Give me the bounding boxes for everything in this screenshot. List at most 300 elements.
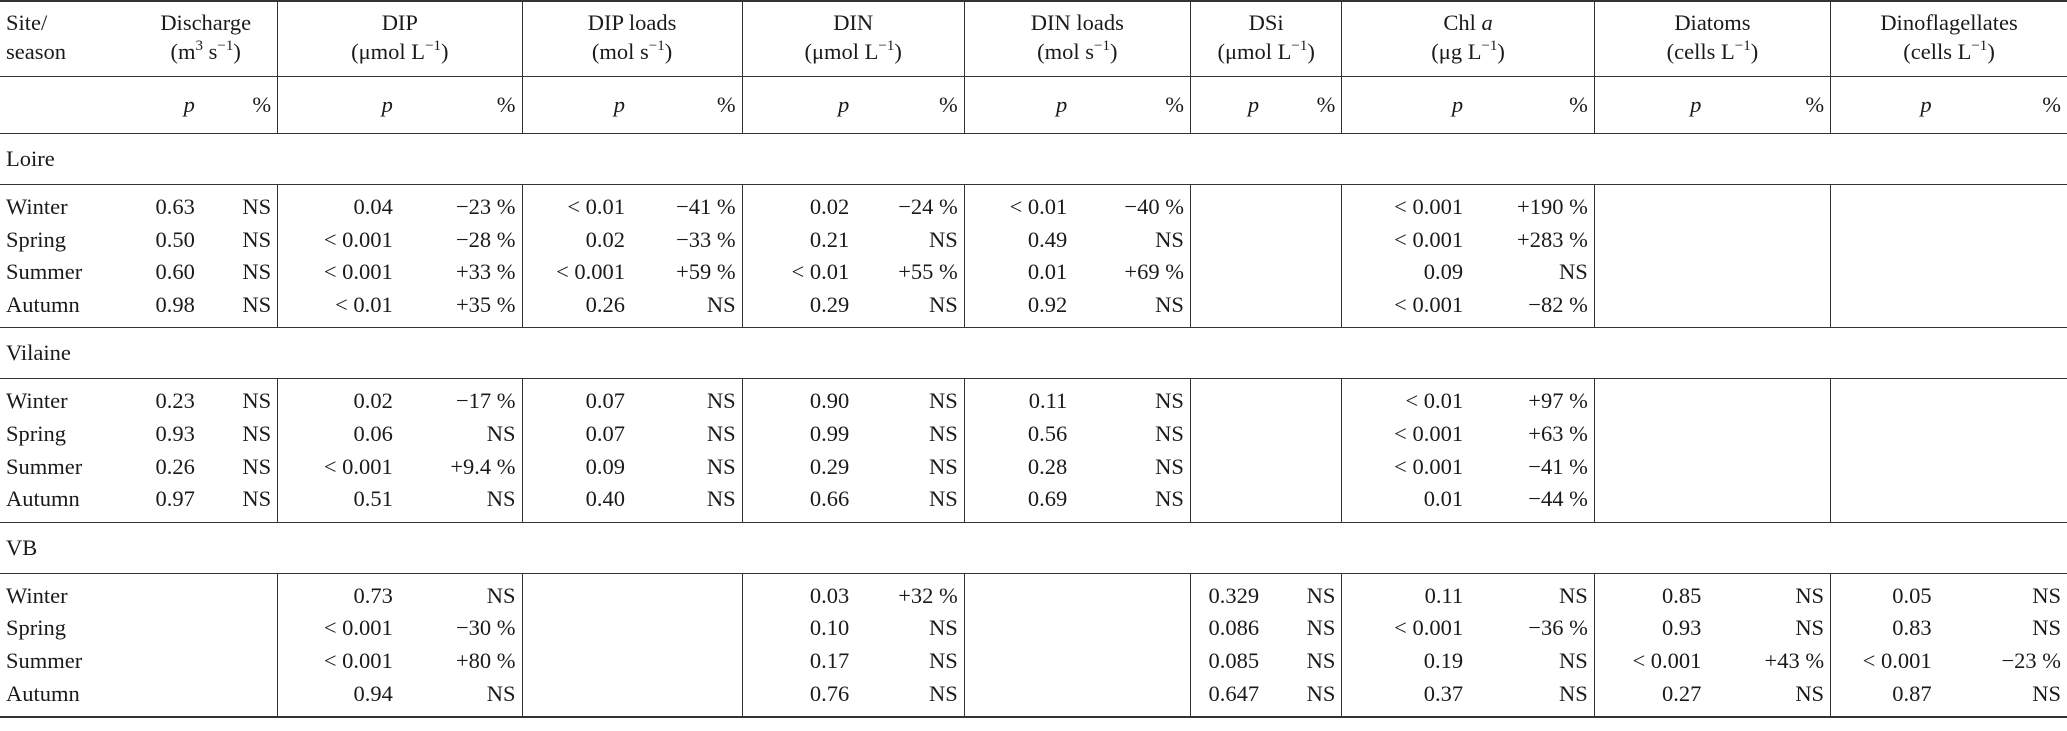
percent-change-cell: +97 % — [1528, 388, 1588, 414]
percent-change-cell — [1938, 256, 2067, 289]
p-value-cell: < 0.001 — [522, 256, 631, 289]
percent-change-cell — [201, 645, 278, 678]
p-value-cell: 0.085 — [1190, 645, 1265, 678]
p-value-cell: < 0.001 — [278, 256, 399, 289]
p-value-cell: 0.73 — [278, 573, 399, 612]
percent-change-header: % — [201, 77, 278, 134]
data-row — [0, 678, 2067, 718]
percent-change-header: % — [1073, 77, 1190, 134]
season-label: Summer — [6, 453, 83, 479]
column-header — [742, 1, 964, 77]
p-value-header: p — [1594, 77, 1707, 134]
p-value-cell — [1190, 379, 1265, 418]
p-value-cell: 0.02 — [278, 379, 399, 418]
site-season-header — [0, 1, 134, 77]
percent-change-cell — [1707, 289, 1830, 328]
percent-change-cell — [201, 612, 278, 645]
percent-change-cell: +43 % — [1764, 647, 1825, 673]
p-value-cell — [1831, 379, 1938, 418]
p-value-cell: < 0.001 — [1342, 224, 1469, 257]
percent-change-cell: NS — [1795, 582, 1825, 608]
p-value-cell: 0.40 — [522, 483, 631, 522]
p-value-cell: < 0.01 — [1342, 379, 1469, 418]
percent-change-cell: NS — [1469, 678, 1594, 718]
percent-change-cell — [1938, 289, 2067, 328]
group-label: Vilaine — [0, 328, 2067, 379]
percent-change-cell: NS — [706, 291, 736, 317]
season-label: Winter — [6, 582, 68, 608]
data-row — [0, 451, 2067, 484]
p-value-cell: 0.05 — [1831, 573, 1938, 612]
p-value-cell: 0.23 — [155, 388, 195, 414]
p-value-cell: 0.17 — [742, 645, 855, 678]
percent-change-cell: NS — [928, 453, 958, 479]
column-header — [522, 1, 742, 77]
data-row — [0, 379, 2067, 418]
percent-change-cell: +59 % — [676, 259, 736, 285]
p-value-header: p — [1190, 77, 1265, 134]
p-value-cell: < 0.001 — [1342, 451, 1469, 484]
percent-change-cell: NS — [1155, 388, 1184, 414]
p-value-cell — [1190, 224, 1265, 257]
p-value-cell — [1594, 379, 1707, 418]
season-label: Winter — [6, 388, 68, 414]
percent-change-cell: NS — [1795, 615, 1825, 641]
p-value-cell: 0.63 — [155, 194, 195, 219]
p-value-cell: 0.02 — [522, 224, 631, 257]
column-name: Discharge — [160, 10, 252, 35]
percent-change-cell: NS — [1559, 259, 1588, 285]
percent-change-cell: NS — [242, 388, 272, 414]
p-value-cell: 0.37 — [1342, 678, 1469, 718]
p-value-cell: 0.85 — [1594, 573, 1707, 612]
percent-change-cell — [1707, 256, 1830, 289]
p-value-cell — [1594, 224, 1707, 257]
percent-change-cell: −28 % — [455, 226, 516, 252]
p-value-cell — [1831, 185, 1938, 224]
column-unit: (mol $s^{-1}$) — [1037, 37, 1118, 64]
data-row — [0, 185, 2067, 224]
p-value-cell: 0.19 — [1342, 645, 1469, 678]
p-value-cell: 0.329 — [1190, 573, 1265, 612]
p-value-cell — [1594, 289, 1707, 328]
p-value-cell: 0.086 — [1190, 612, 1265, 645]
season-label: Spring — [6, 226, 67, 252]
percent-change-cell: NS — [486, 582, 516, 608]
p-value-cell: < 0.01 — [742, 256, 855, 289]
p-value-header: p — [1831, 77, 1938, 134]
percent-change-cell: NS — [706, 486, 736, 512]
season-label: Spring — [6, 420, 67, 446]
percent-change-cell — [1938, 418, 2067, 451]
p-value-cell: 0.76 — [742, 678, 855, 718]
p-value-cell — [1594, 483, 1707, 522]
season-label: Autumn — [0, 678, 134, 718]
p-value-cell — [1190, 483, 1265, 522]
column-unit: (cells $L^{-1}$) — [1666, 37, 1759, 64]
p-value-cell: 0.50 — [155, 226, 195, 252]
percent-change-cell — [631, 573, 742, 612]
percent-change-cell — [1707, 483, 1830, 522]
percent-change-cell — [1938, 483, 2067, 522]
percent-change-cell: NS — [1155, 291, 1184, 317]
p-value-header: p — [742, 77, 855, 134]
p-value-cell: 0.647 — [1190, 678, 1265, 718]
percent-change-header: % — [1707, 77, 1830, 134]
p-value-cell: 0.06 — [278, 418, 399, 451]
p-value-cell: 0.92 — [964, 289, 1073, 328]
data-row — [0, 418, 2067, 451]
column-unit: (μmol $L^{-1}$) — [1217, 37, 1315, 64]
percent-change-cell: NS — [242, 259, 272, 285]
percent-change-cell — [1265, 224, 1342, 257]
percent-change-header: % — [1265, 77, 1342, 134]
unit-exponent: −1 — [1734, 37, 1751, 54]
p-value-cell — [1190, 289, 1265, 328]
p-value-cell: 0.90 — [742, 379, 855, 418]
percent-change-header: % — [1938, 77, 2067, 134]
p-value-cell — [1190, 185, 1265, 224]
p-value-cell: 0.01 — [1342, 483, 1469, 522]
percent-change-cell: −36 % — [1528, 615, 1588, 641]
p-value-cell: 0.07 — [522, 418, 631, 451]
percent-change-cell: −44 % — [1528, 486, 1588, 512]
data-row — [0, 573, 2067, 612]
percent-change-cell: NS — [928, 420, 958, 446]
percent-change-cell: −23 % — [2001, 647, 2061, 673]
percent-change-cell — [1073, 612, 1190, 645]
unit-exponent: −1 — [425, 37, 442, 54]
p-value-cell — [964, 678, 1073, 718]
percent-change-cell: NS — [486, 420, 516, 446]
percent-change-cell: NS — [706, 420, 736, 446]
data-row — [0, 289, 2067, 328]
subheader-blank — [0, 77, 134, 134]
column-header — [1190, 1, 1341, 77]
p-value-cell: 0.94 — [278, 678, 399, 718]
column-name: Chl — [1443, 10, 1482, 35]
data-row — [0, 483, 2067, 522]
p-value-cell: 0.93 — [155, 420, 195, 446]
p-value-cell — [964, 612, 1073, 645]
percent-change-cell: NS — [855, 678, 964, 718]
p-value-cell: 0.29 — [742, 289, 855, 328]
p-value-cell — [134, 612, 201, 645]
p-value-cell: 0.60 — [155, 259, 195, 285]
unit-exponent: −1 — [648, 37, 665, 54]
percent-change-cell: −17 % — [455, 388, 516, 414]
p-value-cell: 0.26 — [522, 289, 631, 328]
unit-exponent: −1 — [1094, 37, 1111, 54]
p-value-cell: 0.07 — [522, 379, 631, 418]
unit-exponent: −1 — [217, 37, 234, 54]
unit-exponent: 3 — [195, 37, 204, 54]
p-value-cell — [1190, 256, 1265, 289]
percent-change-cell: NS — [1155, 486, 1184, 512]
group-row — [0, 134, 2067, 185]
column-header — [134, 1, 277, 77]
percent-change-cell: NS — [1306, 582, 1336, 608]
percent-change-cell: NS — [242, 453, 272, 479]
column-unit: ($m^3$ $s^{-1}$) — [170, 37, 241, 64]
percent-change-cell: NS — [242, 194, 272, 219]
column-unit: (cells $L^{-1}$) — [1903, 37, 1995, 64]
column-header — [1342, 1, 1594, 77]
p-value-header: p — [134, 77, 201, 134]
p-value-cell: < 0.001 — [278, 612, 399, 645]
p-value-cell — [134, 645, 201, 678]
percent-change-cell — [1707, 418, 1830, 451]
percent-change-cell: +32 % — [898, 582, 958, 608]
percent-change-cell — [1938, 451, 2067, 484]
unit-exponent: −1 — [878, 37, 895, 54]
p-value-cell — [1831, 451, 1938, 484]
p-value-cell — [134, 573, 201, 612]
percent-change-cell: +283 % — [1517, 226, 1588, 252]
column-header — [964, 1, 1190, 77]
unit-exponent: −1 — [1481, 37, 1498, 54]
percent-change-cell — [1707, 451, 1830, 484]
percent-change-cell — [1938, 185, 2067, 224]
p-value-cell: < 0.001 — [1594, 645, 1707, 678]
p-value-cell: 0.51 — [278, 483, 399, 522]
column-name: DIN loads — [1030, 10, 1124, 35]
p-value-cell: 0.28 — [964, 451, 1073, 484]
p-value-header: p — [964, 77, 1073, 134]
p-value-cell — [134, 678, 201, 718]
p-value-cell: 0.99 — [742, 418, 855, 451]
column-name: Dinoflagellates — [1880, 10, 2018, 35]
percent-change-cell — [1265, 483, 1342, 522]
percent-change-cell: NS — [242, 226, 272, 252]
p-value-cell: 0.03 — [742, 573, 855, 612]
percent-change-cell — [1265, 256, 1342, 289]
p-value-cell — [1594, 256, 1707, 289]
p-value-cell: 0.11 — [964, 379, 1073, 418]
p-value-cell: < 0.01 — [522, 185, 631, 224]
p-value-cell: 0.09 — [1342, 256, 1469, 289]
percent-change-cell — [1073, 573, 1190, 612]
percent-change-cell: NS — [1707, 678, 1830, 718]
p-value-header: p — [522, 77, 631, 134]
percent-change-cell — [631, 645, 742, 678]
percent-change-cell: NS — [1938, 678, 2067, 718]
data-row — [0, 645, 2067, 678]
season-label: Winter — [6, 194, 68, 219]
group-row — [0, 328, 2067, 379]
percent-change-cell: NS — [242, 420, 272, 446]
percent-change-cell: NS — [1155, 453, 1184, 479]
p-value-cell — [1594, 185, 1707, 224]
group-row — [0, 522, 2067, 573]
group-label: VB — [0, 522, 2067, 573]
column-unit: (μg $L^{-1}$) — [1431, 37, 1505, 64]
p-value-cell: < 0.001 — [278, 451, 399, 484]
percent-change-cell: NS — [706, 453, 736, 479]
season-label: Autumn — [6, 486, 80, 512]
column-name: Diatoms — [1674, 10, 1751, 35]
p-value-cell — [1190, 451, 1265, 484]
p-value-cell — [1594, 451, 1707, 484]
p-value-cell: 0.93 — [1594, 612, 1707, 645]
column-unit: (μmol $L^{-1}$) — [804, 37, 902, 64]
p-value-cell: 0.01 — [964, 256, 1073, 289]
p-value-cell — [522, 645, 631, 678]
column-name: DIP loads — [587, 10, 677, 35]
percent-change-cell: NS — [706, 388, 736, 414]
percent-change-cell: NS — [928, 615, 958, 641]
column-name-italic: a — [1481, 10, 1493, 35]
percent-change-header: % — [855, 77, 964, 134]
percent-change-cell — [1073, 645, 1190, 678]
percent-change-cell — [1707, 224, 1830, 257]
percent-change-cell: NS — [1155, 420, 1184, 446]
p-value-cell: < 0.001 — [1342, 612, 1469, 645]
percent-change-cell: +63 % — [1528, 420, 1588, 446]
percent-change-cell — [201, 678, 278, 718]
percent-change-cell: NS — [1559, 582, 1588, 608]
p-value-cell: 0.04 — [278, 185, 399, 224]
percent-change-cell — [1265, 379, 1342, 418]
season-label: Summer — [6, 259, 83, 285]
p-value-cell — [1831, 224, 1938, 257]
percent-change-cell: −41 % — [1528, 453, 1588, 479]
unit-exponent: −1 — [1291, 37, 1308, 54]
percent-change-cell: NS — [928, 388, 958, 414]
data-row — [0, 612, 2067, 645]
unit-exponent: −1 — [1971, 37, 1988, 54]
percent-change-cell: NS — [2032, 615, 2061, 641]
subheader-row — [0, 77, 2067, 134]
percent-change-cell: −40 % — [1124, 194, 1184, 219]
p-value-cell: < 0.001 — [278, 224, 399, 257]
p-value-cell: 0.02 — [742, 185, 855, 224]
percent-change-cell: NS — [928, 486, 958, 512]
percent-change-header: % — [631, 77, 742, 134]
p-value-cell: 0.29 — [742, 451, 855, 484]
percent-change-cell — [1265, 289, 1342, 328]
site-label: Site/ — [6, 10, 48, 35]
percent-change-cell: +80 % — [455, 647, 516, 673]
p-value-cell: < 0.001 — [1342, 289, 1469, 328]
percent-change-cell: +69 % — [1124, 259, 1184, 285]
p-value-cell — [522, 573, 631, 612]
percent-change-cell: NS — [399, 678, 522, 718]
percent-change-cell — [201, 573, 278, 612]
season-label: season — [6, 39, 66, 64]
percent-change-cell: −30 % — [455, 615, 516, 641]
p-value-cell: 0.11 — [1342, 573, 1469, 612]
column-header — [1831, 1, 2067, 77]
p-value-cell: 0.66 — [742, 483, 855, 522]
season-label: Spring — [6, 615, 67, 641]
data-row — [0, 256, 2067, 289]
p-value-cell — [1831, 418, 1938, 451]
column-unit: (mol $s^{-1}$) — [591, 37, 673, 64]
column-unit: (μmol $L^{-1}$) — [351, 37, 449, 64]
p-value-cell: 0.26 — [155, 453, 195, 479]
percent-change-cell — [1938, 224, 2067, 257]
p-value-cell: 0.83 — [1831, 612, 1938, 645]
p-value-header: p — [1342, 77, 1469, 134]
p-value-cell: 0.09 — [522, 451, 631, 484]
percent-change-cell: +55 % — [898, 259, 958, 285]
p-value-cell: < 0.001 — [1831, 645, 1938, 678]
column-name: DIP — [381, 10, 418, 35]
percent-change-header: % — [399, 77, 522, 134]
group-label: Loire — [0, 134, 2067, 185]
percent-change-cell: −23 % — [455, 194, 516, 219]
percent-change-cell: −82 % — [1528, 291, 1588, 317]
percent-change-cell: NS — [928, 226, 958, 252]
percent-change-cell: NS — [242, 291, 272, 317]
season-label: Summer — [6, 647, 83, 673]
percent-change-cell: NS — [486, 486, 516, 512]
p-value-cell: 0.21 — [742, 224, 855, 257]
season-label: Autumn — [6, 291, 80, 317]
percent-change-cell — [1265, 185, 1342, 224]
percent-change-cell — [1938, 379, 2067, 418]
percent-change-cell: NS — [242, 486, 272, 512]
percent-change-cell — [1073, 678, 1190, 718]
p-value-cell: < 0.01 — [964, 185, 1073, 224]
p-value-header: p — [278, 77, 399, 134]
p-value-cell: 0.49 — [964, 224, 1073, 257]
p-value-cell — [1831, 256, 1938, 289]
percent-change-cell: −41 % — [676, 194, 736, 219]
p-value-cell: < 0.01 — [278, 289, 399, 328]
percent-change-cell: NS — [2032, 582, 2061, 608]
p-value-cell — [522, 612, 631, 645]
data-row — [0, 224, 2067, 257]
percent-change-cell: NS — [928, 291, 958, 317]
p-value-cell: 0.69 — [964, 483, 1073, 522]
percent-change-cell — [1707, 379, 1830, 418]
percent-change-cell: NS — [928, 647, 958, 673]
percent-change-cell: +190 % — [1517, 194, 1588, 219]
percent-change-cell: NS — [1306, 615, 1336, 641]
p-value-cell — [1594, 418, 1707, 451]
p-value-cell: < 0.001 — [1342, 185, 1469, 224]
percent-change-cell: NS — [1155, 226, 1184, 252]
p-value-cell — [1190, 418, 1265, 451]
percent-change-cell: NS — [1559, 647, 1588, 673]
percent-change-cell — [1707, 185, 1830, 224]
percent-change-cell: +9.4 % — [450, 453, 516, 479]
p-value-cell: < 0.001 — [278, 645, 399, 678]
header-row — [0, 1, 2067, 77]
column-header — [1594, 1, 1830, 77]
p-value-cell — [964, 573, 1073, 612]
column-name: DSi — [1248, 10, 1284, 35]
p-value-cell: 0.56 — [964, 418, 1073, 451]
percent-change-cell: +35 % — [455, 291, 516, 317]
p-value-cell — [1831, 483, 1938, 522]
p-value-cell: 0.97 — [155, 486, 195, 512]
percent-change-header: % — [1469, 77, 1594, 134]
percent-change-cell: −24 % — [898, 194, 958, 219]
p-value-cell: < 0.001 — [1342, 418, 1469, 451]
percent-change-cell — [1265, 418, 1342, 451]
percent-change-cell: NS — [1265, 678, 1342, 718]
column-name: DIN — [833, 10, 874, 35]
percent-change-cell — [1265, 451, 1342, 484]
percent-change-cell — [631, 678, 742, 718]
percent-change-cell: NS — [1306, 647, 1336, 673]
p-value-cell — [522, 678, 631, 718]
column-header — [278, 1, 522, 77]
percent-change-cell: −33 % — [676, 226, 736, 252]
